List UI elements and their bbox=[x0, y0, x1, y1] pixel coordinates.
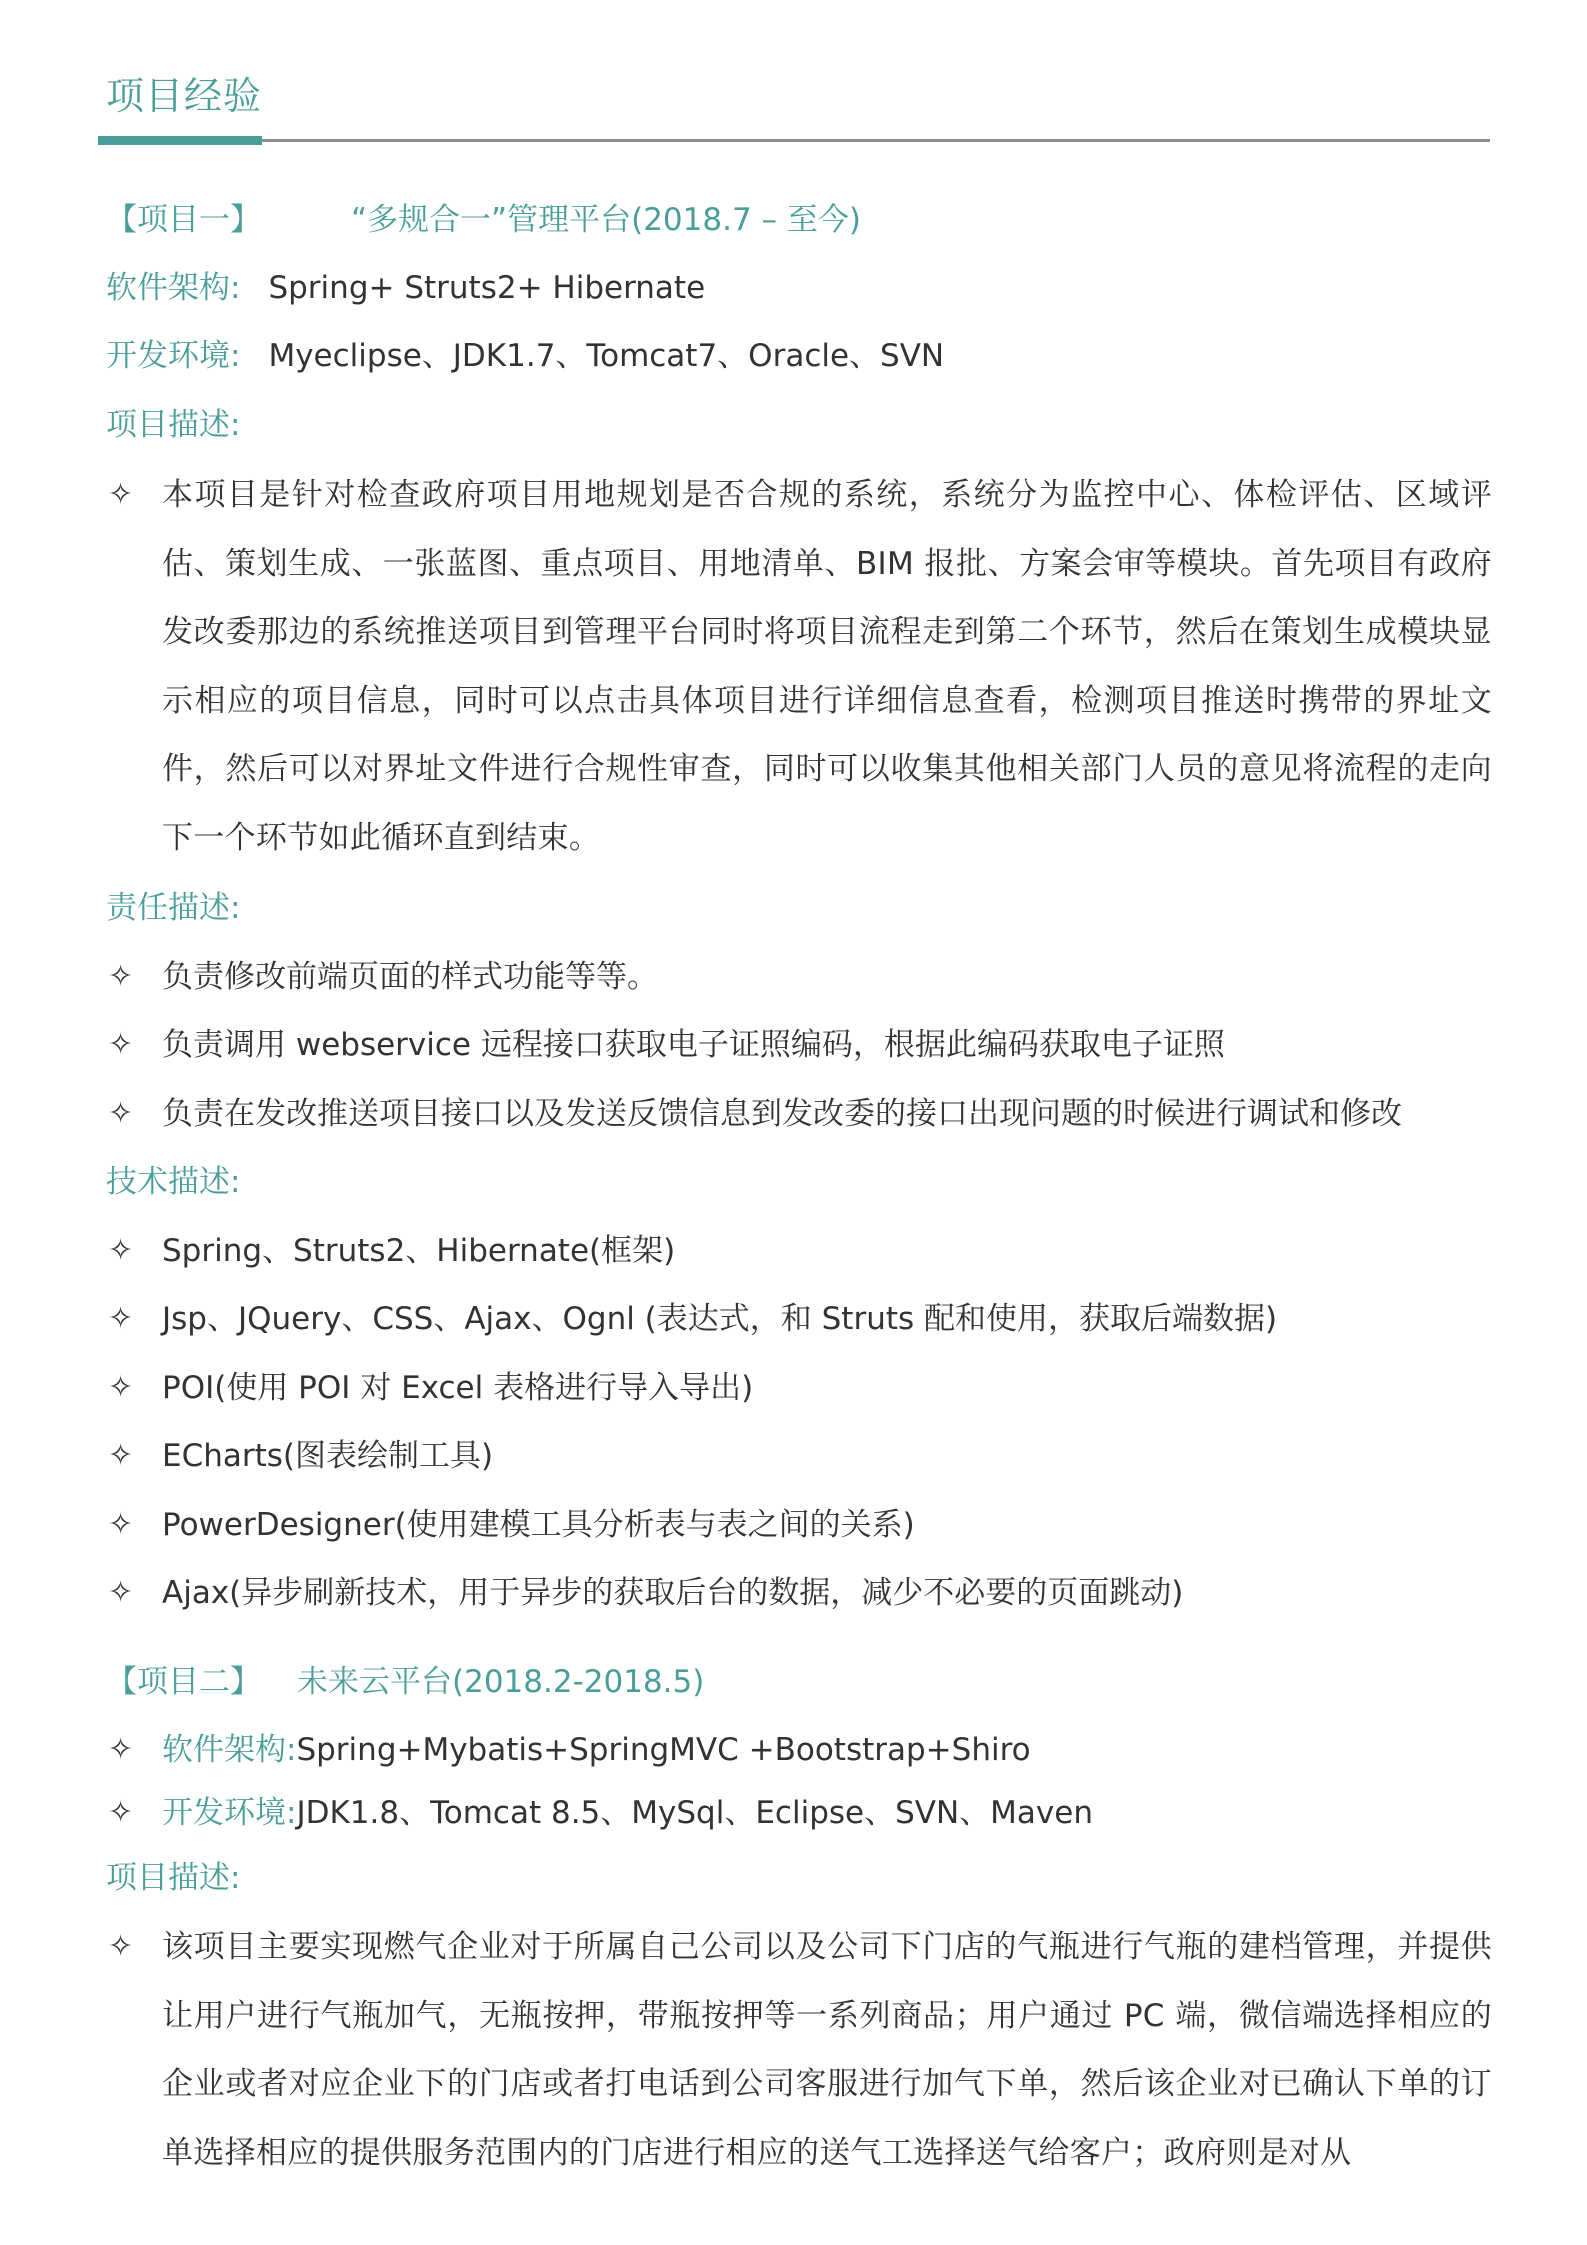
project-2-description: 该项目主要实现燃气企业对于所属自己公司以及公司下门店的气瓶进行气瓶的建档管理，并提供让用户进行气瓶加气，无瓶按押，带瓶按押等一系列商品；用户通过 PC 端，微信端选择相应的企业或者对应企业下的门店或者打电话到公司客服进行加气下单，然后该企业对已确认下单的订单选择相应的提供服务范围内的门店进行相应的送气工选择送气给客户；政府则是对从 bbox=[162, 1929, 1492, 2171]
bullet-icon: ✧ bbox=[108, 1732, 134, 1767]
tech-item: POI(使用 POI 对 Excel 表格进行导入导出) bbox=[162, 1370, 754, 1406]
project-1-tech-label: 技术描述: bbox=[106, 1164, 241, 1200]
resp-item: 负责调用 webservice 远程接口获取电子证照编码，根据此编码获取电子证照 bbox=[162, 1027, 1225, 1063]
project-2-desc-label: 项目描述: bbox=[106, 1860, 241, 1896]
project-2-tag: 【项目二】 bbox=[106, 1664, 261, 1700]
section-divider bbox=[98, 139, 1490, 142]
env-value: JDK1.8、Tomcat 8.5、MySql、Eclipse、SVN、Maven bbox=[296, 1795, 1093, 1831]
bullet-icon: ✧ bbox=[108, 1027, 134, 1062]
section-divider-accent bbox=[98, 136, 262, 145]
project-2-arch bbox=[162, 1728, 1031, 1772]
project-2-title: 未来云平台(2018.2-2018.5) bbox=[297, 1664, 705, 1700]
project-1-arch bbox=[106, 266, 705, 310]
project-2-heading bbox=[106, 1660, 704, 1704]
bullet-icon: ✧ bbox=[108, 1233, 134, 1268]
bullet-icon: ✧ bbox=[108, 1438, 134, 1473]
project-1-title: “多规合一”管理平台(2018.7 – 至今) bbox=[351, 202, 861, 238]
tech-item: PowerDesigner(使用建模工具分析表与表之间的关系) bbox=[162, 1507, 915, 1543]
section-title: 项目经验 bbox=[106, 74, 263, 118]
bullet-icon: ✧ bbox=[108, 1096, 134, 1131]
bullet-icon: ✧ bbox=[108, 1795, 134, 1830]
env-value: Myeclipse、JDK1.7、Tomcat7、Oracle、SVN bbox=[268, 338, 945, 374]
bullet-icon: ✧ bbox=[108, 1301, 134, 1336]
env-label: 开发环境: bbox=[162, 1795, 297, 1831]
project-1-desc-label: 项目描述: bbox=[106, 407, 241, 443]
project-1-env bbox=[106, 334, 944, 378]
bullet-icon: ✧ bbox=[108, 477, 134, 512]
arch-label: 软件架构: bbox=[106, 270, 241, 306]
resp-item: 负责修改前端页面的样式功能等等。 bbox=[162, 959, 658, 995]
tech-item: ECharts(图表绘制工具) bbox=[162, 1438, 494, 1474]
bullet-icon: ✧ bbox=[108, 1575, 134, 1610]
arch-value: Spring+Mybatis+SpringMVC +Bootstrap+Shiro bbox=[296, 1732, 1031, 1768]
tech-item: Ajax(异步刷新技术，用于异步的获取后台的数据，减少不必要的页面跳动) bbox=[162, 1575, 1184, 1611]
project-1-description: 本项目是针对检查政府项目用地规划是否合规的系统，系统分为监控中心、体检评估、区域评估、策划生成、一张蓝图、重点项目、用地清单、BIM 报批、方案会审等模块。首先项目有政府发改委那边的系统推送项目到管理平台同时将项目流程走到第二个环节，然后在策划生成模块显示相应的项目信息，同时可以点击具体项目进行详细信息查看，检测项目推送时携带的界址文件，然后可以对界址文件进行合规性审查，同时可以收集其他相关部门人员的意见将流程的走向下一个环节如此循环直到结束。 bbox=[162, 477, 1492, 856]
resp-item: 负责在发改推送项目接口以及发送反馈信息到发改委的接口出现问题的时候进行调试和修改 bbox=[162, 1096, 1402, 1132]
env-label: 开发环境: bbox=[106, 338, 241, 374]
arch-label: 软件架构: bbox=[162, 1732, 297, 1768]
bullet-icon: ✧ bbox=[108, 1370, 134, 1405]
tech-item: Spring、Struts2、Hibernate(框架) bbox=[162, 1233, 676, 1269]
project-2-env bbox=[162, 1791, 1093, 1835]
arch-value: Spring+ Struts2+ Hibernate bbox=[268, 270, 706, 306]
project-1-resp-label: 责任描述: bbox=[106, 890, 241, 926]
project-1-tag: 【项目一】 bbox=[106, 202, 261, 238]
project-1-heading bbox=[106, 198, 861, 242]
bullet-icon: ✧ bbox=[108, 1507, 134, 1542]
tech-item: Jsp、JQuery、CSS、Ajax、Ognl (表达式，和 Struts 配和使用，获取后端数据) bbox=[162, 1301, 1278, 1337]
bullet-icon: ✧ bbox=[108, 1929, 134, 1964]
bullet-icon: ✧ bbox=[108, 959, 134, 994]
